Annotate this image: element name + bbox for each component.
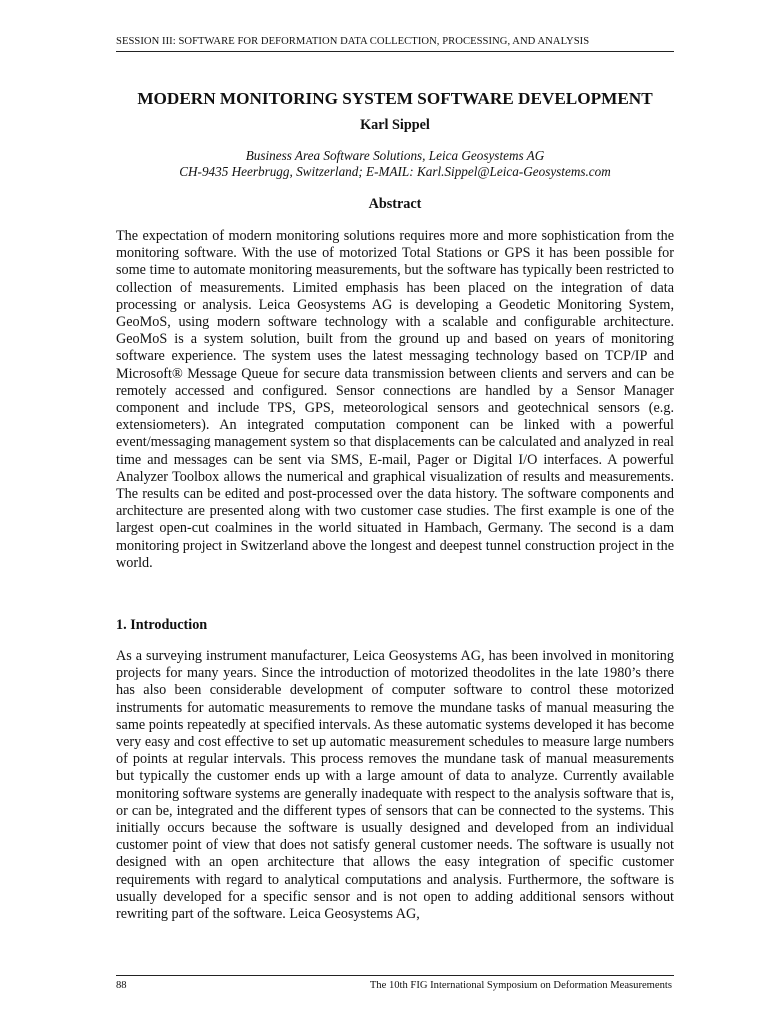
abstract-body: The expectation of modern monitoring solutions requires more and more sophistication from the monitoring software. With the use of motorized Total Stations or GPS it has been possible for some time to automate monitoring measurements, but the software has typically been restricted to collection of measurements. Limited emphasis has been placed on the integration of data processing or analysis. Leica Geosystems AG is developing a Geodetic Monitoring System, GeoMoS, using modern software technology with a scalable and configurable architecture. GeoMoS is a system solution, built from the ground up and based on years of monitoring software experience. The system uses the latest messaging technology based on TCP/IP and Microsoft® Message Queue for secure data transmission between clients and servers and can be remotely accessed and configured. Sensor connections are handled by a Sensor Manager component and include TPS, GPS, meteorological sensors and geotechnical sensors (e.g. extensiometers). An integrated computation component can be linked with a powerful event/messaging management system so that displacements can be calculated and analyzed in real time and messages can be sent via SMS, E-mail, Pager or Digital I/O interfaces. A powerful Analyzer Toolbox allows the numerical and graphical visualization of results and measurements. The results can be edited and post-processed over the data history. The software components and architecture are presented along with two customer case studies. The first example is one of the largest open-cut coalmines in the world situated in Hambach, Germany. The second is a dam monitoring project in Switzerland above the longest and deepest tunnel construction project in the world. bbox=[116, 228, 674, 571]
page-number: 88 bbox=[116, 980, 127, 991]
introduction-body: As a surveying instrument manufacturer, Leica Geosystems AG, has been involved in monitoring projects for many years. Since the introduction of motorized theodolites in the late 1980’s there has also been considerable development of computer software to control these motorized instruments for automatic measurements to remove the mundane tasks of manual measuring the same points repeatedly at specified intervals. As these automatic systems developed it has become very easy and cost effective to set up automatic measurement schedules to measure large numbers of points at regular intervals. This process removes the mundane task of manual measurements but typically the customer ends up with a large amount of data to analyze. Currently available monitoring software systems are generally inadequate with respect to the analysis software that is, or can be, integrated and the different types of sensors that can be connected to the systems. This initially occurs because the software is usually designed and developed from an individual customer point of view that does not satisfy general customer needs. The software is usually not designed with an open architecture that allows the easy integration of specific customer requirements with regard to analytical computations and analysis. Furthermore, the software is usually developed for a specific sensor and is not open to adding additional sensors without rewriting part of the software. Leica Geosystems AG, bbox=[116, 648, 674, 923]
running-header: SESSION III: SOFTWARE FOR DEFORMATION DATA COLLECTION, PROCESSING, AND ANALYSIS bbox=[116, 36, 590, 47]
footer-venue: The 10th FIG International Symposium on Deformation Measurements bbox=[369, 980, 672, 991]
affiliation-line-1: Business Area Software Solutions, Leica Geosystems AG bbox=[245, 148, 545, 163]
paper-title: MODERN MONITORING SYSTEM SOFTWARE DEVELOPMENT bbox=[137, 89, 653, 108]
footer-divider bbox=[116, 975, 674, 976]
abstract-heading: Abstract bbox=[368, 196, 422, 212]
section-heading-introduction: 1. Introduction bbox=[116, 617, 208, 633]
author-name: Karl Sippel bbox=[360, 117, 430, 133]
header-divider bbox=[116, 51, 674, 52]
affiliation-line-2: CH-9435 Heerbrugg, Switzerland; E-MAIL: Karl.Sippel@Leica-Geosystems.com bbox=[179, 164, 611, 179]
